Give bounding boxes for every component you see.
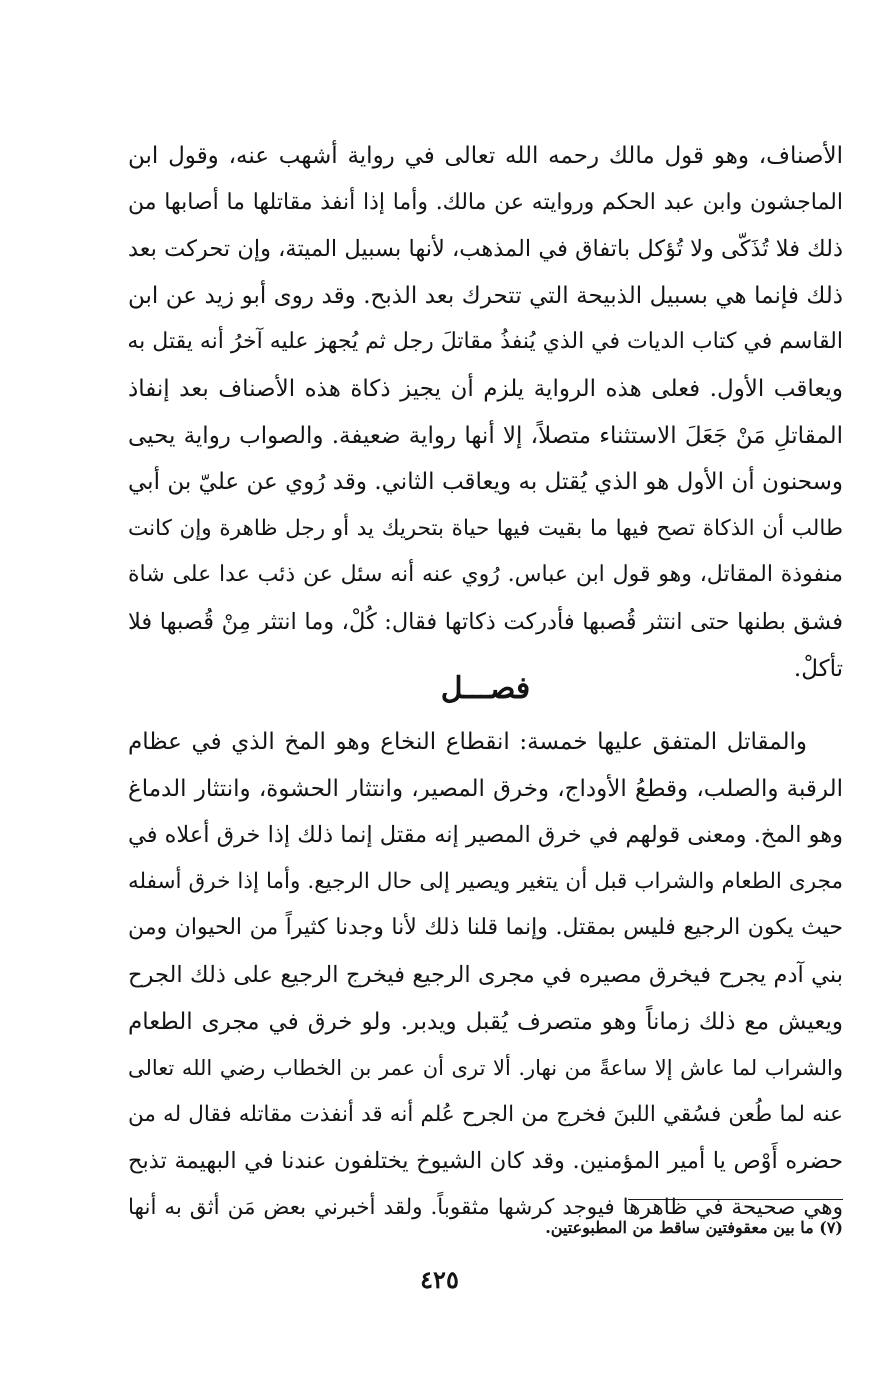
text-line: وهو المخ. ومعنى قولهم في خرق المصير إنه مقتل إنما ذلك إذا خرق أعلاه في xyxy=(127,822,843,849)
text-line: تأكلْ. xyxy=(793,655,843,682)
paragraph-section xyxy=(128,719,843,1232)
text-line: طالب أن الذكاة تصح فيها ما بقيت فيها حياة بتحريك يد أو رجل ظاهرة وإن كانت xyxy=(128,515,843,541)
text-line: حضره أَوْص يا أمير المؤمنين. وقد كان الشيوخ يختلفون عندنا في البهيمة تذبح xyxy=(128,1148,843,1175)
text-line: ذلك فإنما هي بسبيل الذبيحة التي تتحرك بعد الذبح. وقد روى أبو زيد عن ابن xyxy=(128,282,843,309)
page-number: ٤٢٥ xyxy=(420,1265,459,1294)
text-line: فشق بطنها حتى انتثر قُصبها فأدركت ذكاتها فقال: كُلْ، وما انتثر مِنْ قُصبها فلا xyxy=(128,608,843,635)
text-line: ويعاقب الأول. فعلى هذه الرواية يلزم أن يجيز ذكاة هذه الأصناف بعد إنفاذ xyxy=(128,375,843,402)
text-line: بني آدم يجرح فيخرق مصيره في مجرى الرجيع فيخرج الرجيع على ذلك الجرح xyxy=(128,961,843,988)
text-line: وسحنون أن الأول هو الذي يُقتل به ويعاقب الثاني. وقد رُوي عن عليّ بن أبي xyxy=(128,469,843,496)
footnote-divider xyxy=(628,1199,843,1200)
section-heading: فصـــل xyxy=(440,671,531,706)
text-line: الماجشون وابن عبد الحكم وروايته عن مالك. وأما إذا أنفذ مقاتلها ما أصابها من xyxy=(128,189,843,215)
text-line: الأصناف، وهو قول مالك رحمه الله تعالى في رواية أشهب عنه، وقول ابن xyxy=(128,143,843,169)
text-line: المقاتلِ مَنْ جَعَلَ الاستثناء متصلاً، إلا أنها رواية ضعيفة. والصواب رواية يحيى xyxy=(128,422,843,449)
text-line: وهي صحيحة في ظاهرها فيوجد كرشها مثقوباً. ولقد أخبرني بعض مَن أثق به أنها xyxy=(128,1194,843,1220)
text-line: مجرى الطعام والشراب قبل أن يتغير ويصير إلى حال الرجيع. وأما إذا خرق أسفله xyxy=(128,868,843,894)
text-line: حيث يكون الرجيع فليس بمقتل. وإنما قلنا ذلك لأنا وجدنا كثيراً من الحيوان ومن xyxy=(128,915,843,941)
text-line: ذلك فلا تُذَكّى ولا تُؤكل باتفاق في المذهب، لأنها بسبيل الميتة، وإن تحركت بعد xyxy=(128,236,843,263)
text-line: الرقبة والصلب، وقطعُ الأوداج، وخرق المصير، وانتثار الحشوة، وانتثار الدماغ xyxy=(128,775,843,802)
text-line: عنه لما طُعن فسُقي اللبنَ فخرج من الجرح عُلم أنه قد أنفذت مقاتله فقال له من xyxy=(128,1101,843,1127)
text-line: والمقاتل المتفق عليها خمسة: انقطاع النخاع وهو المخ الذي في عظام xyxy=(128,729,807,755)
paragraph-top xyxy=(128,133,843,692)
text-line: القاسم في كتاب الديات في الذي يُنفذُ مقاتلَ رجل ثم يُجهز عليه آخرُ أنه يقتل به xyxy=(127,329,843,355)
text-line: منفوذة المقاتل، وهو قول ابن عباس. رُوي عنه أنه سئل عن ذئب عدا على شاة xyxy=(128,562,843,588)
footnote: (٧) ما بين معقوفتين ساقط من المطبوعتين. xyxy=(545,1218,843,1237)
text-line: والشراب لما عاش إلا ساعةً من نهار. ألا ترى أن عمر بن الخطاب رضي الله تعالى xyxy=(128,1056,843,1081)
text-line: ويعيش مع ذلك زماناً وهو متصرف يُقبل ويدبر. ولو خرق في مجرى الطعام xyxy=(128,1008,843,1035)
